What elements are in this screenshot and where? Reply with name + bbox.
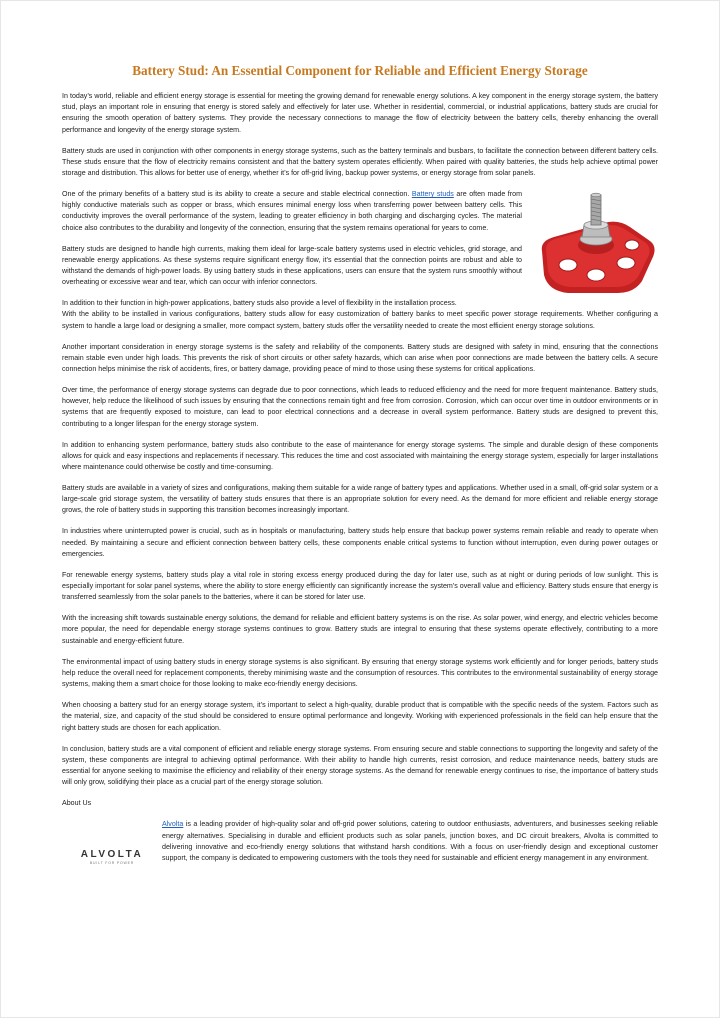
battery-studs-link[interactable]: Battery studs xyxy=(411,190,454,199)
battery-stud-illustration xyxy=(534,189,658,299)
battery-stud-image xyxy=(534,189,658,299)
logo-subtitle: BUILT FOR POWER xyxy=(89,861,135,866)
paragraph-5a: In addition to their function in high-power applications, battery studs also provide a level of flexibility in the installation process. xyxy=(62,299,457,308)
paragraph-2: Battery studs are used in conjunction with other components in energy storage systems, such as the battery terminals and busbars, to facilitate the connection between different battery cells. These studs ensure that the flow of electricity remains consistent and that the battery system operates efficiently. When paired with quality batteries, the studs help achieve optimal power storage and distribution. This allows for better use of energy, whether it’s for off-grid living, backup power systems, or energy storage from solar panels. xyxy=(62,146,658,178)
logo-text: ALVOLTA xyxy=(80,849,144,861)
paragraph-1: In today’s world, reliable and efficient energy storage is essential for meeting the growing demand for renewable energy solutions. A key component in the energy storage system, the battery stud, plays an important role in ensuring that energy is stored safely and effectively for later use. Whether in residential, commercial, or industrial applications, battery studs are crucial for ensuring the smooth operation of battery systems. They provide the necessary connections to manage the flow of electricity between the battery cells, thereby enhancing the overall performance and longevity of the energy storage system. xyxy=(62,92,658,134)
paragraph-11: For renewable energy systems, battery studs play a vital role in storing excess energy produced during the day for later use, such as at night or during periods of low sunlight. This is especially important for solar panel systems, where the ability to store energy efficiently can significantly increase the system’s overall value and efficiency. Battery studs ensure that energy is transferred seamlessly from the solar panels to the batteries, where it can be stored for later use. xyxy=(62,570,658,602)
paragraph-14: When choosing a battery stud for an energy storage system, it’s important to select a high-quality, durable product that is compatible with the specific needs of the system. Factors such as the material, size, and capacity of the stud should be considered to ensure optimal performance and longevity. Working with experienced professionals in the field can help ensure that the right battery studs are chosen for each application. xyxy=(62,701,658,732)
paragraph-8: In addition to enhancing system performance, battery studs also contribute to the ease of maintenance for energy storage systems. The simple and durable design of these components allows for quick and easy inspections and replacements if necessary. This reduces the time and cost associated with maintaining the energy storage system, especially for larger installations where maintenance could otherwise be costly and time-consuming. xyxy=(62,440,658,472)
image-section xyxy=(62,189,658,288)
paragraph-4: Battery studs are designed to handle high currents, making them ideal for large-scale battery systems used in electric vehicles, grid storage, and renewable energy applications. As these systems require significant energy flow, it’s essential that the connection points are robust and able to withstand the demands of high-power loads. By using battery studs in these applications, users can ensure that the system runs smoothly without overheating or excessive wear and tear, which can occur with inferior connectors. xyxy=(62,244,522,287)
paragraph-6: Another important consideration in energy storage systems is the safety and reliability of the components. Battery studs are designed with safety in mind, ensuring that the connections remain stable even under high loads. This prevents the risk of short circuits or other safety hazards, which can arise when poor connections are made between the battery cells. A secure connection helps minimise the risk of accidents, fires, or battery damage, providing peace of mind to those using these systems for critical applications. xyxy=(62,342,658,374)
about-paragraph: Alvolta is a leading provider of high-quality solar and off-grid power solutions, catering to outdoor enthusiasts, adventurers, and businesses seeking reliable energy alternatives. Specialising in durable and efficient products such as solar panels, junction boxes, and DC circuit breakers, Alvolta is committed to delivering innovative and eco-friendly energy solutions that withstand harsh conditions. With a focus on user-friendly design and exceptional customer support, the company is dedicated to empowering customers with the tools they need for sustainable and efficient energy management in any environment. xyxy=(162,820,658,862)
paragraph-15: In conclusion, battery studs are a vital component of efficient and reliable energy storage systems. From ensuring secure and stable connections to supporting the longevity and safety of the system, these components are integral to achieving optimal performance. With their ability to handle high currents, resist corrosion, and reduce maintenance needs, battery studs are essential for anyone seeking to maximise the efficiency and reliability of their energy storage systems. As the demand for renewable energy continues to rise, the importance of battery studs will only grow, solidifying their place as a crucial part of the energy storage solution. xyxy=(62,744,658,787)
paragraph-12: With the increasing shift towards sustainable energy solutions, the demand for reliable and efficient battery systems is on the rise. As solar power, wind energy, and electric vehicles become more popular, the need for dependable energy storage systems continues to grow. Battery studs are integral to ensuring that these systems operate effectively, contributing to a more sustainable and energy-efficient future. xyxy=(62,614,658,645)
paragraph-7: Over time, the performance of energy storage systems can degrade due to poor connections, which leads to reduced efficiency and the need for more frequent maintenance. Battery studs, however, help reduce the likelihood of such issues by ensuring that the connections remain tight and free from corrosion. Corrosion, which can occur over time in outdoor environments or in systems that are frequently exposed to moisture, can lead to poor electrical connections and a decrease in overall system performance. Battery studs are designed to prevent this, contributing to a longer lifespan for the energy storage system. xyxy=(62,386,658,428)
paragraph-9: Battery studs are available in a variety of sizes and configurations, making them suitable for a wide range of battery types and applications. Whether used in a small, off-grid solar system or a large-scale grid storage system, the versatility of battery studs ensures that there is an appropriate solution for every need. As the demand for more efficient and reliable energy storage grows, the role of battery studs in supporting this transition becomes increasingly important. xyxy=(62,484,658,515)
alvolta-link[interactable]: Alvolta xyxy=(162,820,184,829)
paragraph-3: One of the primary benefits of a battery stud is its ability to create a secure and stable electrical connection. Battery studs are often made from highly conductive materials such as copper or brass, which ensures minimal energy loss when transferring power between battery cells. This conductivity improves the overall performance of the system, leading to greater efficiency in both charging and discharging cycles. The material choice also contributes to the durability and longevity of the connection, ensuring that the system remains operational for years to come. xyxy=(62,190,522,232)
paragraph-5b: With the ability to be installed in various configurations, battery studs allow for easy customization of battery banks to meet specific power storage requirements. Whether configuring a system to handle a large load or designing a smaller, more compact system, battery studs offer the versatility needed to create the most efficient energy storage solutions. xyxy=(62,310,658,330)
alvolta-logo xyxy=(62,819,162,865)
paragraph-13: The environmental impact of using battery studs in energy storage systems is also significant. By ensuring that energy storage systems work efficiently and for longer periods, battery studs help reduce the overall need for replacement components, thereby minimising waste and the consumption of resources. This contributes to the environmental sustainability of energy storage systems, making them a smart choice for those looking to make eco-friendly energy decisions. xyxy=(62,657,658,689)
about-heading: About Us xyxy=(62,799,92,808)
about-section xyxy=(62,819,658,865)
paragraph-10: In industries where uninterrupted power is crucial, such as in hospitals or manufacturing, battery studs help ensure that backup power systems remain reliable and ready to operate when needed. By maintaining a secure and efficient connection between battery cells, these components enable critical systems to function without interruption, even during power outages or emergencies. xyxy=(62,527,658,558)
page-title: Battery Stud: An Essential Component for Reliable and Efficient Energy Storage xyxy=(132,63,588,78)
about-text-block xyxy=(162,819,658,864)
